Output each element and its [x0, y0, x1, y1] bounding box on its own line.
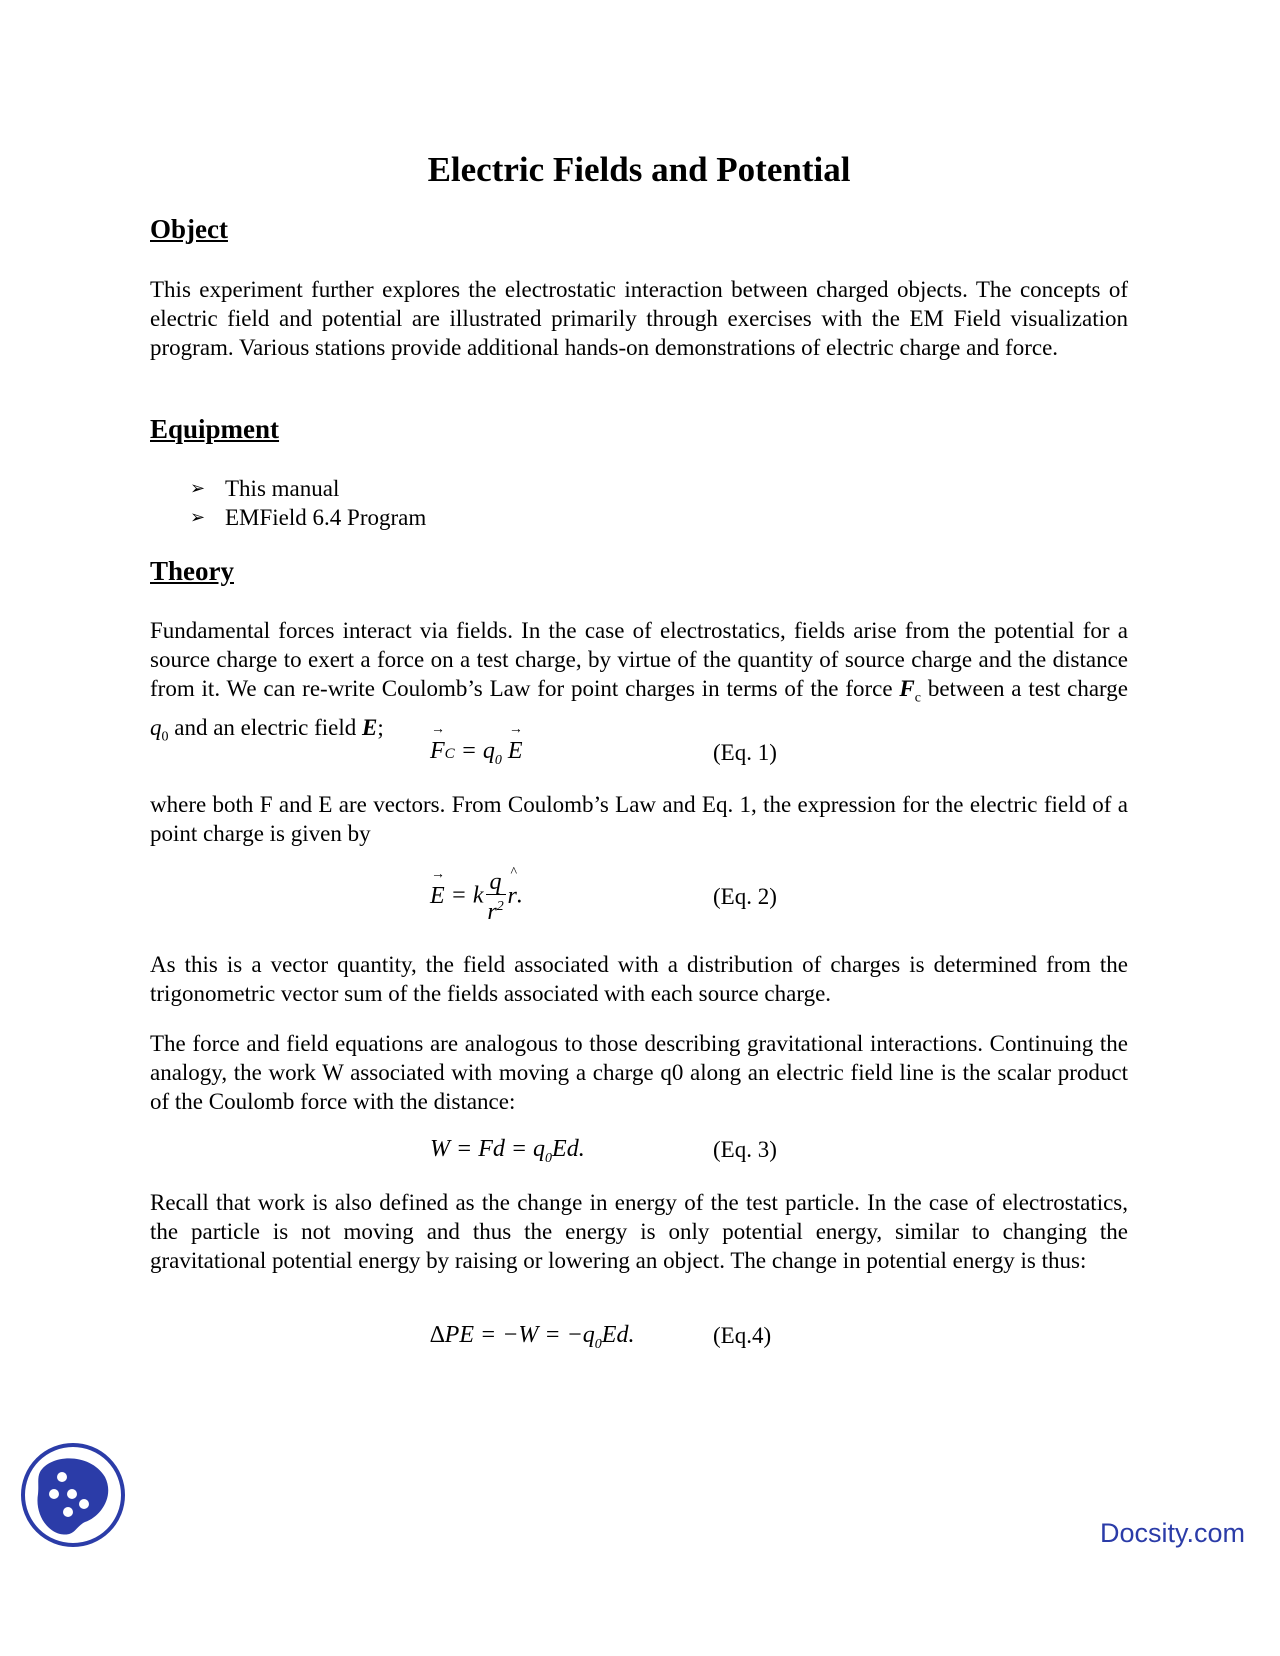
arrow-bullet-icon: ➢ [190, 478, 206, 498]
docsity-watermark[interactable]: Docsity.com [1100, 1518, 1246, 1548]
equation-1: → FC = $q_0 \to E$ [430, 738, 523, 769]
list-item: ➢ This manual [190, 476, 340, 501]
page-title: Electric Fields and Potential [427, 150, 851, 189]
theory-paragraph-5: Recall that work is also defined as the change in energy of the test particle. In the case of electrostatics, the particle is not moving and thus the energy is only potential energy, similar to changing the gravitational potential energy by raising or lowering an object. The change in potential energy is thus: [150, 1190, 1128, 1273]
equation-2-label: (Eq. 2) [713, 884, 777, 909]
theory-paragraph-3: As this is a vector quantity, the field associated with a distribution of charges is determined from the trigonometric vector sum of the fields associated with each source charge. [150, 952, 1128, 1006]
theory-heading: Theory [150, 556, 234, 586]
equation-1-label: (Eq. 1) [713, 740, 777, 765]
equation-3-label: (Eq. 3) [713, 1137, 777, 1162]
list-item: ➢ EMField 6.4 Program [190, 505, 427, 530]
equipment-list [190, 474, 426, 532]
theory-paragraph-2: where both F and E are vectors. From Coulomb’s Law and Eq. 1, the expression for the electric field of a point charge is given by [150, 792, 1128, 846]
docsity-logo-icon [20, 1442, 126, 1548]
object-paragraph: This experiment further explores the electrostatic interaction between charged objects. The concepts of electric field and potential are illustrated primarily through exercises with the EM Field visualization program. Various stations provide additional hands-on demonstrations of electric charge and force. [150, 277, 1128, 360]
equipment-heading: Equipment [150, 414, 280, 444]
theory-paragraph-4: The force and field equations are analogous to those describing gravitational interactions. Continuing the analogy, the work W associated with moving a charge q0 along an electric field line is the scalar product of the Coulomb force with the distance: [150, 1031, 1128, 1114]
theory-paragraph-1: Fundamental forces interact via fields. In the case of electrostatics, fields arise from the potential for a source charge to exert a force on a test charge, by virtue of the quantity of source charge and the distance from it. We can re-write Coulomb’s Law for point charges in terms of the force $F_c$ between a test charge $q_0$ and an electric field E; [150, 618, 1128, 745]
object-heading: Object [150, 214, 228, 244]
equation-4: $\Delta PE = -W = -q_0Ed$. [430, 1322, 635, 1352]
equation-2: → E = k $\frac{q}{r^2}$ ^ r. [430, 870, 523, 924]
equation-3: $W = Fd = q_0Ed$. [430, 1136, 585, 1166]
equation-4-label: (Eq.4) [713, 1323, 772, 1348]
arrow-bullet-icon: ➢ [190, 507, 206, 527]
